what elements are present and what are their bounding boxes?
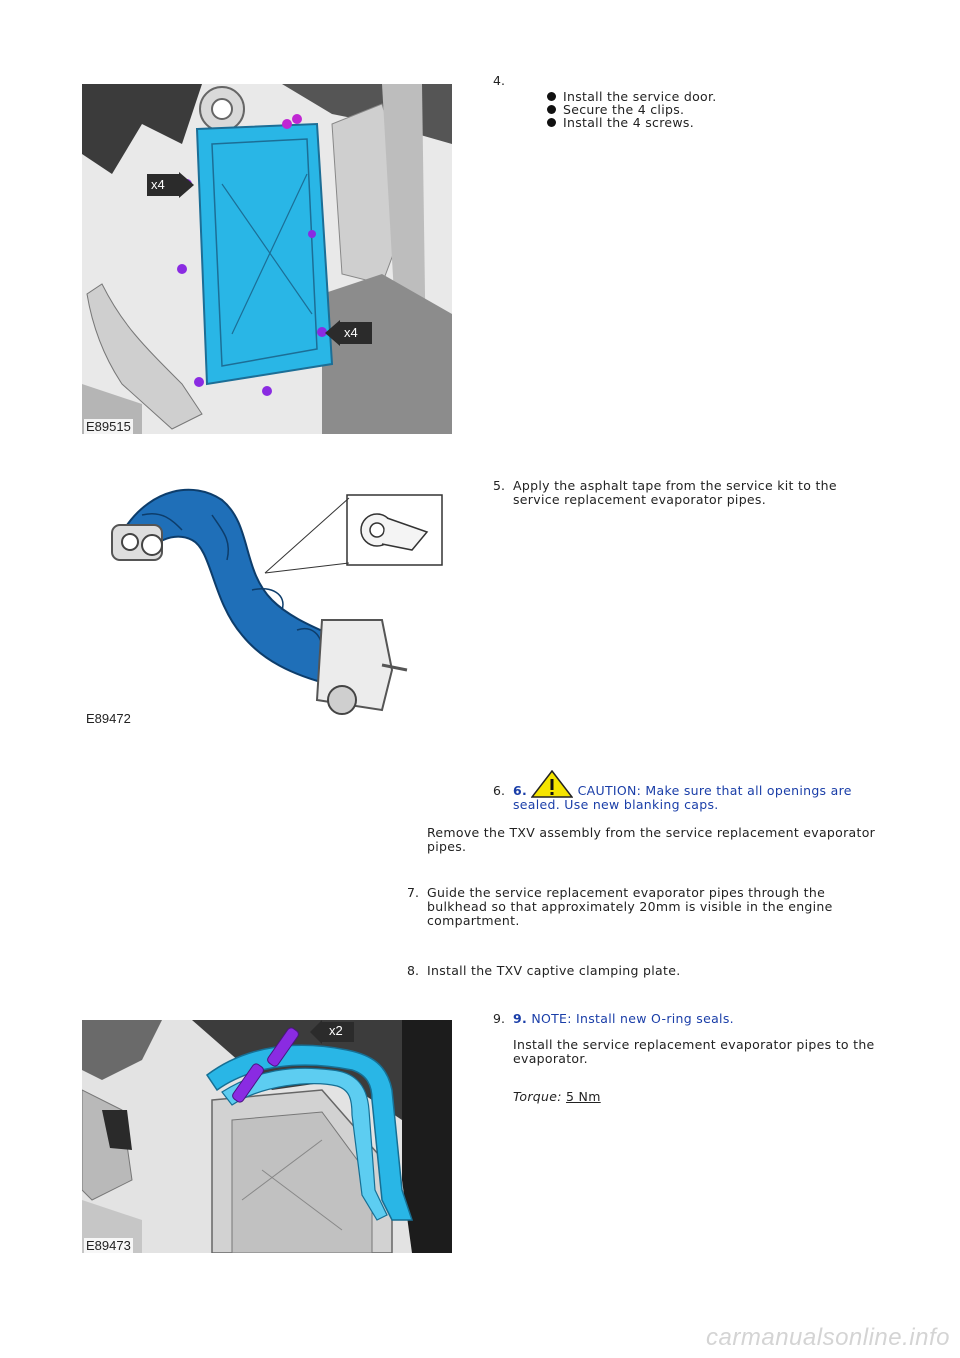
step-4-bullet-3: Install the 4 screws. — [547, 116, 717, 129]
torque-label: Torque: — [513, 1089, 562, 1104]
service-door-illustration — [82, 84, 452, 434]
step-9-note-text: NOTE: Install new O-ring seals. — [531, 1011, 734, 1026]
figure-e89515 — [82, 84, 452, 434]
callout-x2: x2 — [329, 1023, 343, 1038]
warning-icon — [531, 770, 573, 798]
step-4-number: 4. — [493, 73, 505, 88]
step-6-caution — [513, 770, 893, 812]
step-7-text: Guide the service replacement evaporator pipes through the bulkhead so that approximately 20mm is visible in the engine compartment. — [427, 885, 833, 928]
step-9-ref-link[interactable]: 9. — [513, 1011, 528, 1026]
figure-id: E89472 — [86, 711, 131, 726]
step-4-bullet-2: Secure the 4 clips. — [547, 103, 717, 116]
step-6-ref-link[interactable]: 6. — [513, 783, 528, 798]
evaporator-pipes-install-illustration — [82, 1020, 452, 1253]
torque-value[interactable]: 5 Nm — [566, 1089, 601, 1104]
step-9-torque — [513, 1090, 601, 1104]
figure-e89472 — [82, 470, 452, 726]
step-7-number: 7. — [407, 885, 419, 900]
watermark: carmanualsonline.info — [706, 1324, 950, 1351]
step-8-number: 8. — [407, 963, 419, 978]
step-6-caution-text: CAUTION: Make sure that all openings are sealed. Use new blanking caps. — [513, 783, 852, 812]
step-4-bullet-1: Install the service door. — [547, 90, 717, 103]
step-8-text: Install the TXV captive clamping plate. — [427, 963, 681, 978]
step-9-note — [513, 1012, 893, 1026]
step-6-text: Remove the TXV assembly from the service replacement evaporator pipes. — [427, 825, 876, 854]
step-6-number: 6. — [493, 783, 505, 798]
figure-e89473 — [82, 1020, 452, 1253]
step-9-text: Install the service replacement evaporator pipes to the evaporator. — [513, 1037, 875, 1066]
step-9-number: 9. — [493, 1011, 505, 1026]
callout-x4-lower: x4 — [344, 325, 358, 340]
figure-id: E89515 — [86, 419, 131, 434]
figure-id: E89473 — [86, 1238, 131, 1253]
step-5-text: Apply the asphalt tape from the service kit to the service replacement evaporator pipes. — [513, 478, 837, 507]
step-4-bullets — [547, 90, 717, 129]
evaporator-pipes-tape-illustration — [82, 470, 452, 726]
callout-x4-upper: x4 — [151, 177, 165, 192]
step-5-number: 5. — [493, 478, 505, 493]
